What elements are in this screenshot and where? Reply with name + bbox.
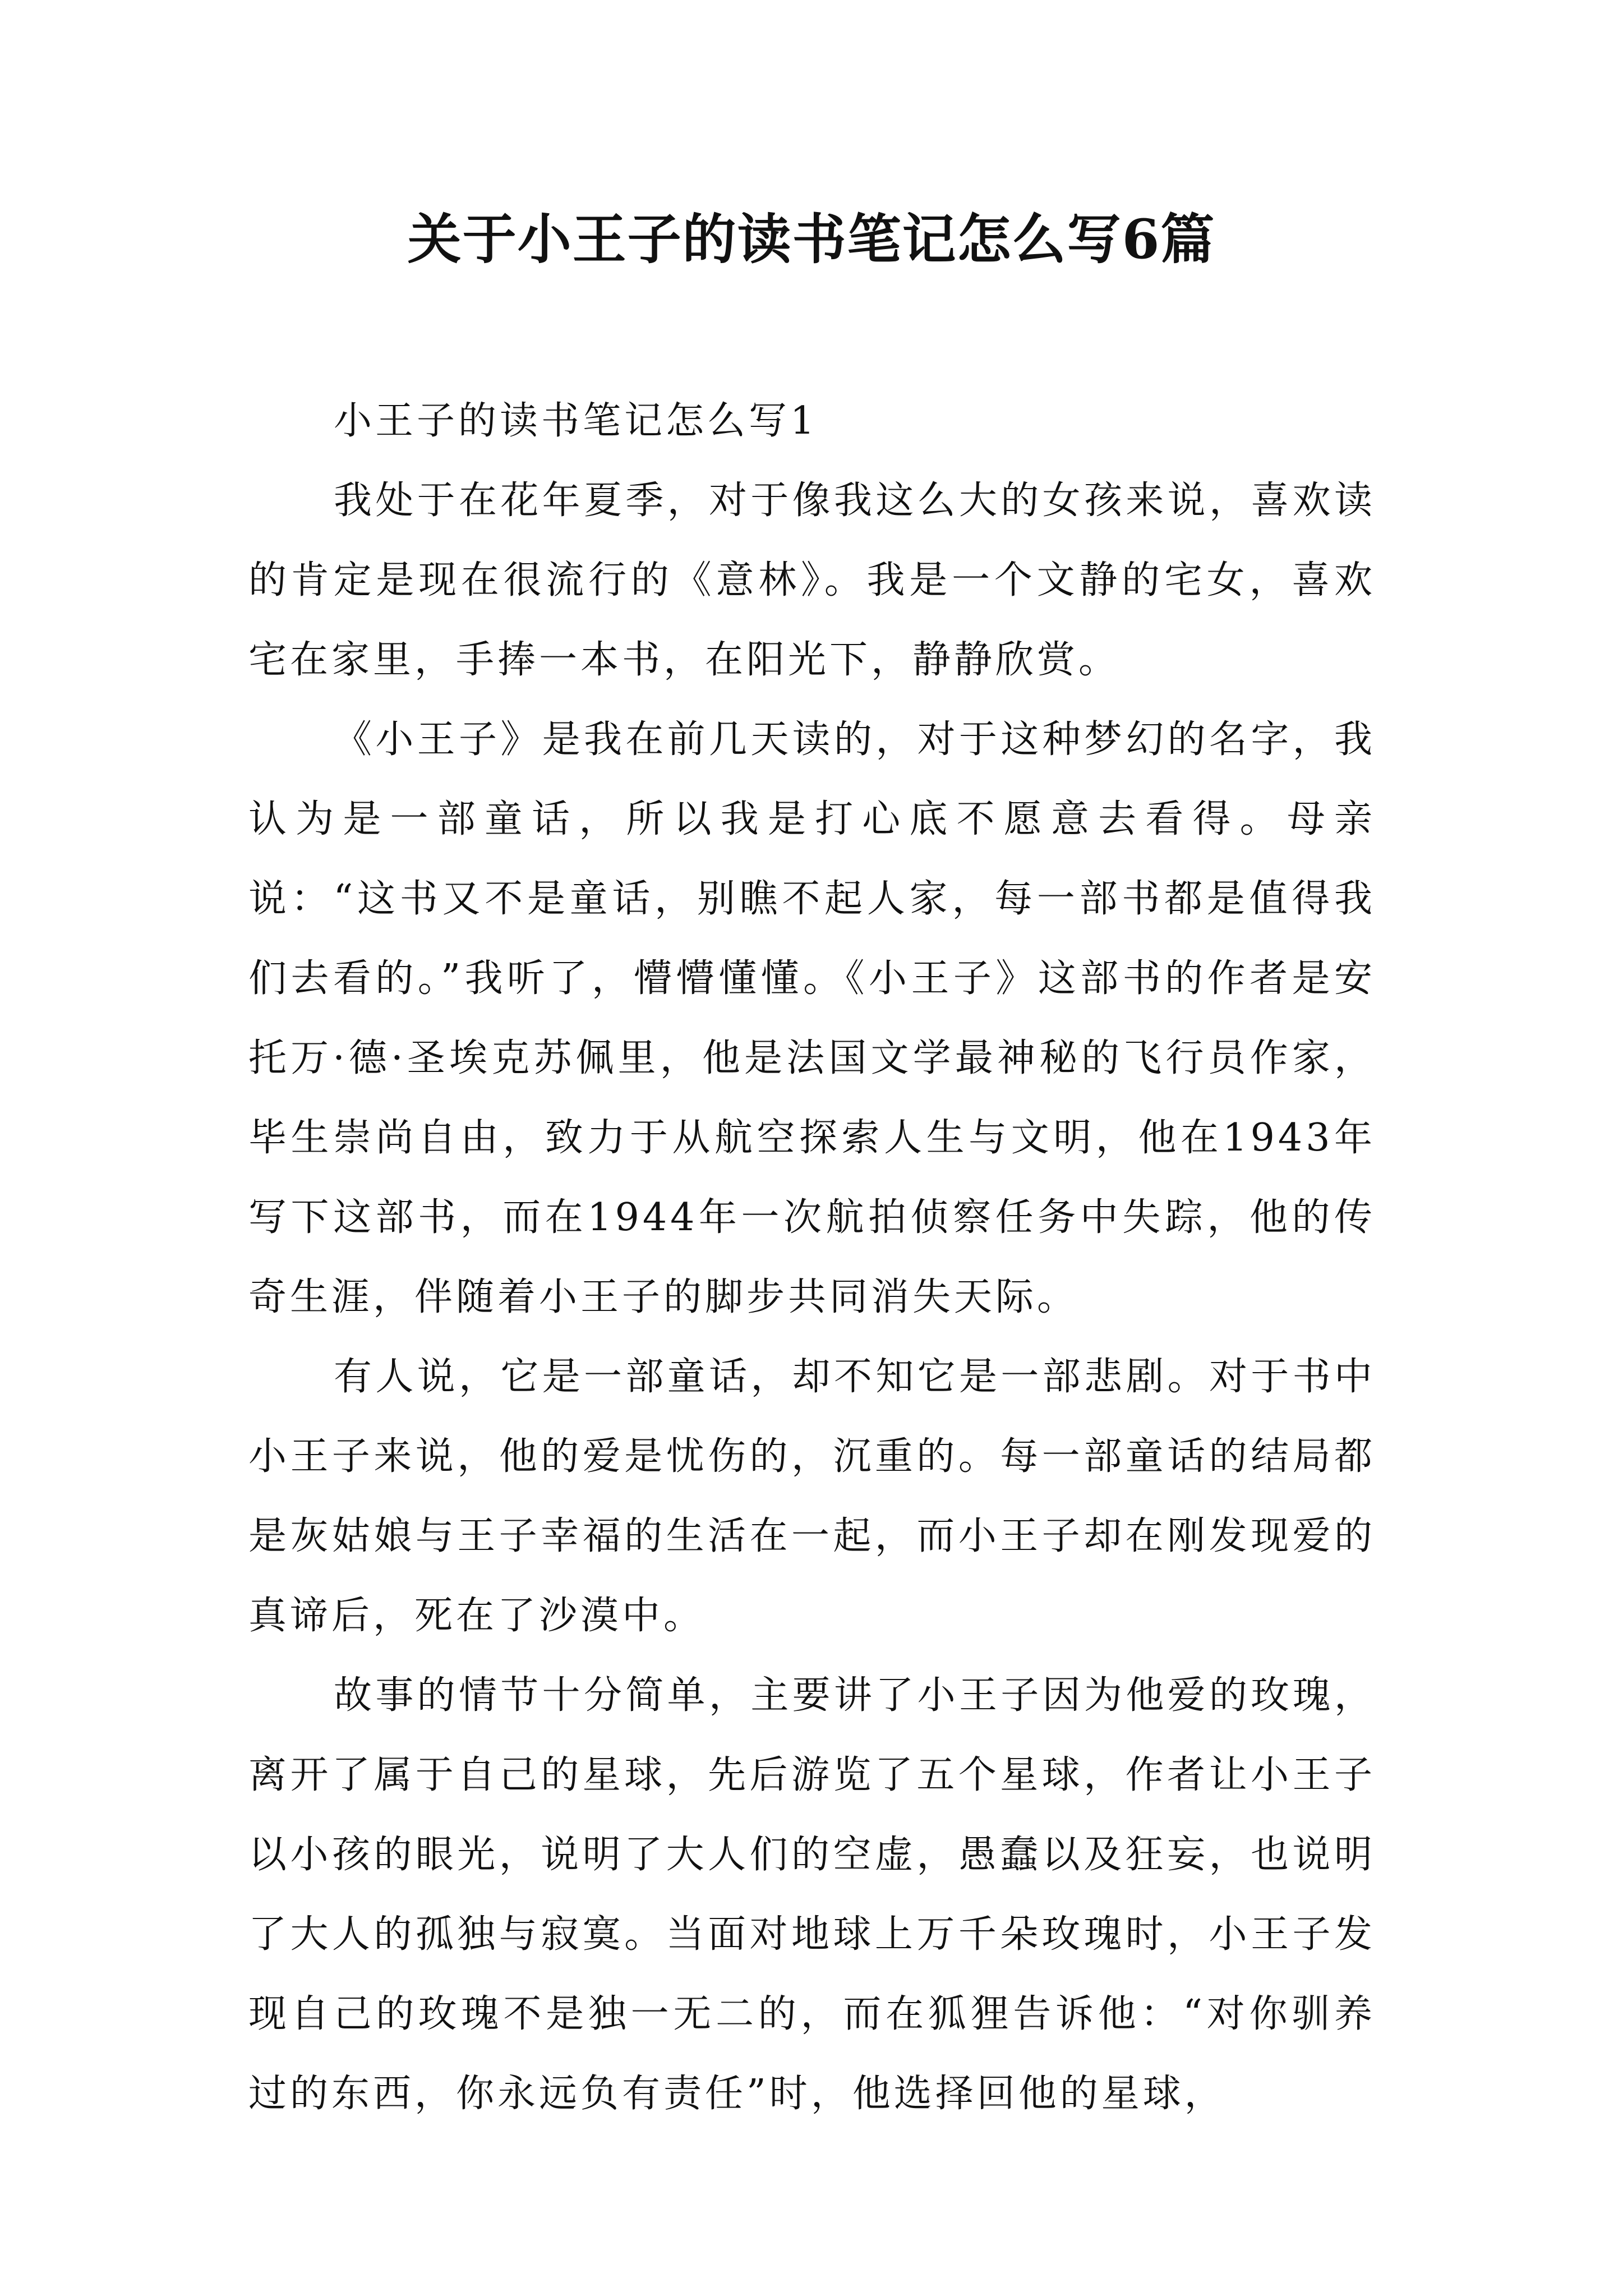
- document-body: [248, 381, 1376, 2134]
- document-title: 关于小王子的读书笔记怎么写6篇: [407, 208, 1216, 271]
- paragraph-1: 我处于在花年夏季，对于像我这么大的女孩来说，喜欢读的肯定是现在很流行的《意林》。我是一个文静的宅女，喜欢宅在家里，手捧一本书，在阳光下，静静欣赏。: [248, 478, 1376, 682]
- paragraph-4: 故事的情节十分简单，主要讲了小王子因为他爱的玫瑰，离开了属于自己的星球，先后游览了五个星球，作者让小王子以小孩的眼光，说明了大人们的空虚，愚蠢以及狂妄，也说明了大人的孤独与寂寞。当面对地球上万千朵玫瑰时，小王子发现自己的玫瑰不是独一无二的，而在狐狸告诉他：“对你驯养过的东西，你永远负有责任”时，他选择回他的星球，: [248, 1673, 1376, 2116]
- section-heading: 小王子的读书笔记怎么写1: [334, 399, 818, 443]
- paragraph-3: 有人说，它是一部童话，却不知它是一部悲剧。对于书中小王子来说，他的爱是忧伤的，沉重的。每一部童话的结局都是灰姑娘与王子幸福的生活在一起，而小王子却在刚发现爱的真谛后，死在了沙漠中。: [248, 1355, 1376, 1638]
- paragraph-2: 《小王子》是我在前几天读的，对于这种梦幻的名字，我认为是一部童话，所以我是打心底不愿意去看得。母亲说：“这书又不是童话，别瞧不起人家，每一部书都是值得我们去看的。”我听了，懵懵懂懂。《小王子》这部书的作者是安托万·德·圣埃克苏佩里，他是法国文学最神秘的飞行员作家，毕生崇尚自由，致力于从航空探索人生与文明，他在1943年写下这部书，而在1944年一次航拍侦察任务中失踪，他的传奇生涯，伴随着小王子的脚步共同消失天际。: [248, 717, 1376, 1319]
